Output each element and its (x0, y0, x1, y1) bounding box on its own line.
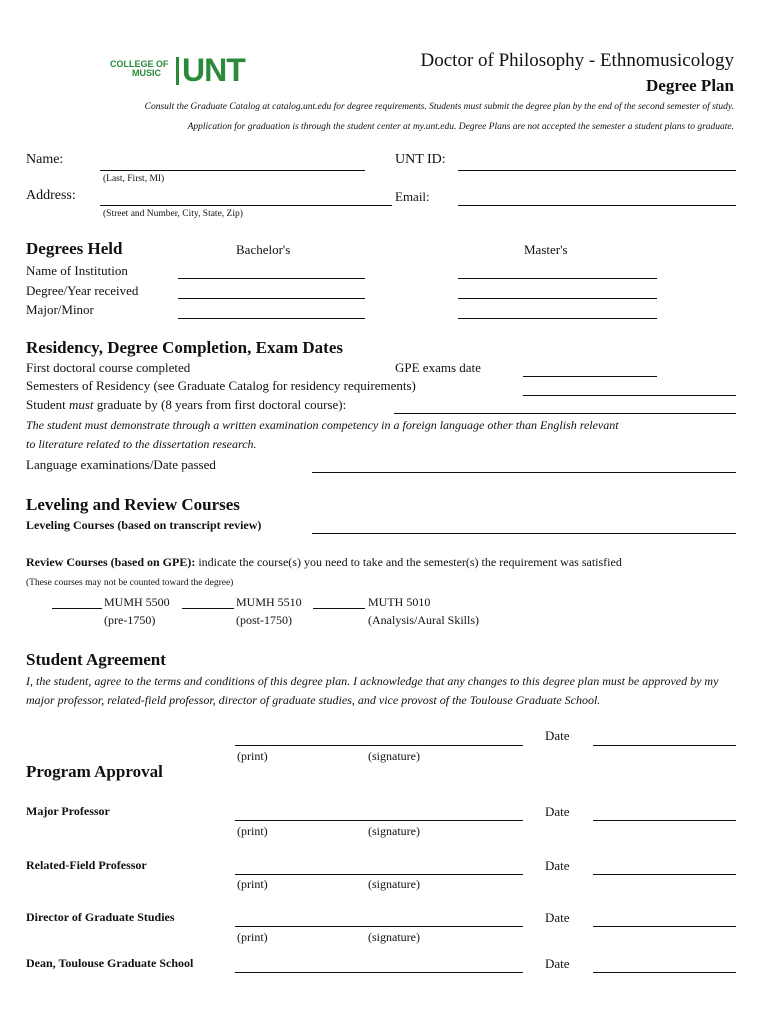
review-courses-note: (These courses may not be counted toward the degree) (26, 578, 234, 588)
director-signature-field[interactable] (235, 926, 523, 927)
student-date-field[interactable] (593, 745, 736, 746)
review-courses-label: Review Courses (based on GPE): indicate the course(s) you need to take and the semester(s) the requirement was satisfied (26, 555, 622, 569)
major-professor-date-field[interactable] (593, 820, 736, 821)
student-signature-field[interactable] (235, 745, 523, 746)
program-approval-heading: Program Approval (26, 762, 163, 781)
instructions-line-1: Consult the Graduate Catalog at catalog.unt.edu for degree requirements. Students must submit the degree plan by the end of the second semester of study. (144, 102, 734, 112)
logo-line-1: COLLEGE OF (110, 59, 169, 69)
master-institution-field[interactable] (458, 278, 657, 279)
related-field-date-field[interactable] (593, 874, 736, 875)
bachelor-institution-field[interactable] (178, 278, 365, 279)
related-field-professor-label: Related-Field Professor (26, 858, 147, 872)
major-professor-date-label: Date (545, 804, 570, 819)
name-field[interactable] (100, 170, 365, 171)
agreement-text-line-1: I, the student, agree to the terms and conditions of this degree plan. I acknowledge that any changes to this degree plan must be approved by my (26, 674, 719, 688)
course-mumh5500-field[interactable] (52, 608, 102, 609)
student-print-hint: (print) (237, 749, 268, 763)
semesters-residency-field[interactable] (523, 395, 736, 396)
agreement-text-line-2: major professor, related-field professor, director of graduate studies, and vice provost of the Toulouse Graduate School. (26, 693, 601, 707)
student-agreement-heading: Student Agreement (26, 650, 166, 669)
unt-logo: UNT (182, 52, 245, 88)
course-muth5010-code: MUTH 5010 (368, 595, 431, 609)
master-column-label: Master's (524, 242, 568, 257)
name-hint: (Last, First, MI) (103, 174, 165, 184)
course-mumh5510-desc: (post-1750) (236, 613, 292, 627)
major-professor-print-hint: (print) (237, 824, 268, 838)
language-note-line-2: to literature related to the dissertation research. (26, 437, 257, 451)
email-label: Email: (395, 189, 430, 204)
page-subtitle: Degree Plan (646, 76, 734, 95)
director-print-hint: (print) (237, 930, 268, 944)
course-muth5010-desc: (Analysis/Aural Skills) (368, 613, 479, 627)
master-major-field[interactable] (458, 318, 657, 319)
logo-line-2: MUSIC (132, 68, 161, 78)
institution-label: Name of Institution (26, 263, 128, 278)
residency-heading: Residency, Degree Completion, Exam Dates (26, 338, 343, 357)
course-mumh5510-code: MUMH 5510 (236, 595, 302, 609)
address-hint: (Street and Number, City, State, Zip) (103, 209, 243, 219)
major-professor-label: Major Professor (26, 804, 110, 818)
bachelor-major-field[interactable] (178, 318, 365, 319)
language-exams-label: Language examinations/Date passed (26, 457, 216, 472)
director-date-field[interactable] (593, 926, 736, 927)
director-graduate-studies-label: Director of Graduate Studies (26, 910, 175, 924)
student-signature-hint: (signature) (368, 749, 420, 763)
leveling-courses-label: Leveling Courses (based on transcript review) (26, 518, 262, 532)
dean-date-field[interactable] (593, 972, 736, 973)
course-mumh5500-desc: (pre-1750) (104, 613, 156, 627)
course-mumh5510-field[interactable] (182, 608, 234, 609)
language-note-line-1: The student must demonstrate through a written examination competency in a foreign language other than English relevant (26, 418, 619, 432)
director-signature-hint: (signature) (368, 930, 420, 944)
gpe-exams-field[interactable] (523, 376, 657, 377)
dean-signature-field[interactable] (235, 972, 523, 973)
major-professor-signature-hint: (signature) (368, 824, 420, 838)
related-field-date-label: Date (545, 858, 570, 873)
major-minor-label: Major/Minor (26, 302, 94, 317)
language-exams-field[interactable] (312, 472, 736, 473)
unt-id-label: UNT ID: (395, 152, 446, 167)
director-date-label: Date (545, 910, 570, 925)
name-label: Name: (26, 152, 64, 167)
degree-year-label: Degree/Year received (26, 283, 139, 298)
bachelor-column-label: Bachelor's (236, 242, 291, 257)
graduate-by-field[interactable] (394, 413, 736, 414)
bachelor-degree-field[interactable] (178, 298, 365, 299)
gpe-exams-label: GPE exams date (395, 360, 481, 375)
master-degree-field[interactable] (458, 298, 657, 299)
leveling-courses-field[interactable] (312, 533, 736, 534)
graduate-by-label: Student must graduate by (8 years from first doctoral course): (26, 397, 347, 412)
address-label: Address: (26, 188, 76, 203)
page-title: Doctor of Philosophy - Ethnomusicology (420, 50, 734, 71)
related-field-signature-field[interactable] (235, 874, 523, 875)
student-date-label: Date (545, 728, 570, 743)
address-field[interactable] (100, 205, 392, 206)
dean-date-label: Date (545, 956, 570, 971)
related-field-print-hint: (print) (237, 877, 268, 891)
semesters-residency-label: Semesters of Residency (see Graduate Catalog for residency requirements) (26, 378, 416, 393)
related-field-signature-hint: (signature) (368, 877, 420, 891)
logo-divider (176, 57, 179, 85)
dean-label: Dean, Toulouse Graduate School (26, 956, 194, 970)
course-mumh5500-code: MUMH 5500 (104, 595, 170, 609)
instructions-line-2: Application for graduation is through the student center at my.unt.edu. Degree Plans are not accepted the semester a student plans to graduate. (187, 122, 734, 132)
college-of-music-logo-text (110, 60, 169, 78)
degrees-held-heading: Degrees Held (26, 239, 123, 258)
unt-id-field[interactable] (458, 170, 736, 171)
leveling-heading: Leveling and Review Courses (26, 495, 240, 514)
email-field[interactable] (458, 205, 736, 206)
course-muth5010-field[interactable] (313, 608, 365, 609)
first-course-label: First doctoral course completed (26, 360, 191, 375)
major-professor-signature-field[interactable] (235, 820, 523, 821)
